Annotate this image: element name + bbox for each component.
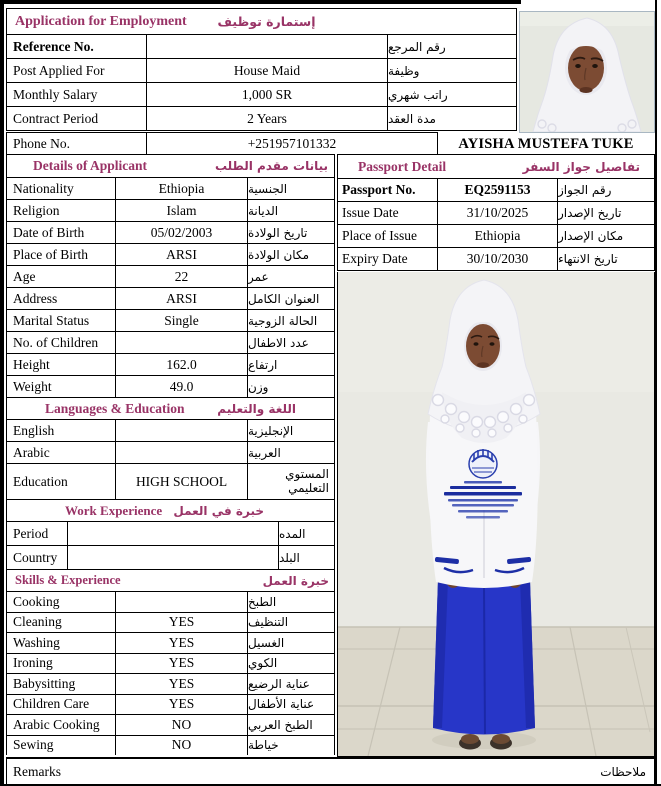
field-value: 1,000 SR bbox=[146, 83, 387, 106]
field-label-arabic: الجنسية bbox=[247, 178, 334, 199]
field-label-arabic: رقم المرجع bbox=[387, 35, 516, 58]
table-row bbox=[7, 694, 334, 715]
table-row bbox=[7, 309, 334, 331]
field-label: Contract Period bbox=[13, 110, 99, 126]
table-row bbox=[7, 521, 334, 545]
applicant-headshot-photo bbox=[519, 11, 655, 133]
field-label-arabic: عدد الاطفال bbox=[247, 332, 334, 353]
applicant-name: AYISHA MUSTEFA TUKE bbox=[458, 136, 634, 152]
field-value bbox=[115, 332, 247, 353]
full-photo-illustration bbox=[338, 272, 654, 756]
top-info-table bbox=[6, 8, 517, 131]
field-label-arabic: وزن bbox=[247, 376, 334, 397]
headshot-illustration bbox=[520, 12, 654, 132]
field-label-arabic: الكوي bbox=[247, 654, 334, 674]
field-label: Washing bbox=[13, 634, 60, 650]
field-label: Passport No. bbox=[342, 182, 416, 197]
field-label: Post Applied For bbox=[13, 62, 105, 78]
field-label: Address bbox=[13, 290, 58, 306]
table-row bbox=[7, 331, 334, 353]
field-label: Height bbox=[13, 356, 50, 372]
field-label: Nationality bbox=[13, 180, 74, 196]
field-label: No. of Children bbox=[13, 334, 99, 350]
table-row bbox=[7, 221, 334, 243]
field-label: Arabic bbox=[13, 444, 50, 460]
field-label: Ironing bbox=[13, 655, 53, 671]
field-value: NO bbox=[115, 715, 247, 735]
field-label-arabic: مكان الإصدار bbox=[557, 225, 654, 247]
field-value: NO bbox=[115, 736, 247, 756]
field-label: Country bbox=[13, 549, 58, 565]
table-row bbox=[7, 591, 334, 612]
table-row bbox=[7, 353, 334, 375]
field-label-arabic: العنوان الكامل bbox=[247, 288, 334, 309]
remarks-label: Remarks bbox=[13, 763, 61, 779]
form-title: Application for Employment bbox=[15, 13, 187, 29]
table-row bbox=[338, 178, 654, 201]
field-label: Children Care bbox=[13, 696, 90, 712]
field-label: Place of Issue bbox=[342, 228, 417, 243]
field-value bbox=[115, 420, 247, 441]
field-label: Religion bbox=[13, 202, 60, 218]
table-row bbox=[7, 612, 334, 633]
field-label-arabic: عناية الأطفال bbox=[247, 695, 334, 715]
field-value: YES bbox=[115, 674, 247, 694]
field-value bbox=[67, 546, 278, 569]
field-value: 22 bbox=[115, 266, 247, 287]
table-row bbox=[7, 673, 334, 694]
field-value bbox=[67, 522, 278, 545]
field-label: Period bbox=[13, 525, 49, 541]
field-value: Ethiopia bbox=[437, 225, 557, 247]
table-row bbox=[338, 201, 654, 224]
field-value: 31/10/2025 bbox=[437, 202, 557, 224]
field-label: Issue Date bbox=[342, 205, 399, 220]
remarks-label-arabic: ملاحظات bbox=[600, 764, 646, 779]
field-label-arabic: رقم الجواز bbox=[557, 179, 654, 201]
field-value: 05/02/2003 bbox=[115, 222, 247, 243]
table-row bbox=[7, 735, 334, 756]
field-label: Expiry Date bbox=[342, 251, 408, 266]
form-title-row bbox=[7, 9, 516, 34]
table-row bbox=[7, 419, 334, 441]
field-label: Reference No. bbox=[13, 38, 94, 54]
section-header: Languages & Education اللغة والتعليم bbox=[7, 397, 334, 419]
table-row bbox=[338, 224, 654, 247]
field-label-arabic: عمر bbox=[247, 266, 334, 287]
field-label: Cleaning bbox=[13, 614, 62, 630]
field-label-arabic: الديانة bbox=[247, 200, 334, 221]
field-label: English bbox=[13, 422, 55, 438]
passport-table bbox=[337, 154, 655, 271]
phone-row bbox=[6, 132, 438, 154]
table-row bbox=[7, 58, 516, 82]
section-header: Skills & Experience خبرة العمل bbox=[7, 569, 334, 591]
frame-top bbox=[0, 0, 521, 4]
field-label: Marital Status bbox=[13, 312, 90, 328]
field-value bbox=[115, 442, 247, 463]
field-value: Single bbox=[115, 310, 247, 331]
field-label: Phone No. bbox=[13, 135, 70, 151]
section-header: Passport Detail تفاصيل جواز السفر bbox=[358, 158, 640, 174]
field-label-arabic: التنظيف bbox=[247, 613, 334, 633]
table-row bbox=[7, 265, 334, 287]
field-label-arabic: مدة العقد bbox=[387, 107, 516, 130]
field-value: YES bbox=[115, 695, 247, 715]
table-row bbox=[7, 106, 516, 130]
field-label-arabic: الحالة الزوجية bbox=[247, 310, 334, 331]
table-row bbox=[7, 34, 516, 58]
details-table bbox=[6, 154, 335, 755]
field-label: Monthly Salary bbox=[13, 86, 98, 102]
field-label-arabic: تاريخ الولادة bbox=[247, 222, 334, 243]
field-label: Cooking bbox=[13, 593, 60, 609]
field-label-arabic: تاريخ الإصدار bbox=[557, 202, 654, 224]
field-label: Age bbox=[13, 268, 36, 284]
field-label-arabic: الإنجليزية bbox=[247, 420, 334, 441]
table-row bbox=[7, 463, 334, 499]
table-row bbox=[7, 653, 334, 674]
field-value: 30/10/2030 bbox=[437, 248, 557, 270]
table-row bbox=[7, 287, 334, 309]
applicant-full-photo bbox=[337, 272, 655, 757]
field-value: +251957101332 bbox=[146, 133, 437, 154]
field-value: YES bbox=[115, 654, 247, 674]
field-label: Date of Birth bbox=[13, 224, 85, 240]
frame-left bbox=[0, 0, 4, 786]
field-label-arabic: الغسيل bbox=[247, 633, 334, 653]
field-value: Ethiopia bbox=[115, 178, 247, 199]
field-label-arabic: مكان الولادة bbox=[247, 244, 334, 265]
field-value: House Maid bbox=[146, 59, 387, 82]
table-row bbox=[7, 199, 334, 221]
table-row bbox=[7, 545, 334, 569]
remarks-row bbox=[6, 757, 655, 784]
field-value: ARSI bbox=[115, 288, 247, 309]
field-label-arabic: المستوي التعليمي bbox=[247, 464, 334, 499]
field-value bbox=[146, 35, 387, 58]
field-label-arabic: العربية bbox=[247, 442, 334, 463]
table-row bbox=[338, 247, 654, 270]
field-value: EQ2591153 bbox=[437, 179, 557, 201]
field-label: Arabic Cooking bbox=[13, 716, 100, 732]
field-label: Education bbox=[13, 473, 68, 489]
section-header: Details of Applicant بيانات مقدم الطلب bbox=[33, 158, 328, 173]
field-value: 49.0 bbox=[115, 376, 247, 397]
field-value: YES bbox=[115, 613, 247, 633]
field-value bbox=[115, 592, 247, 612]
field-label-arabic: عناية الرضيع bbox=[247, 674, 334, 694]
table-row bbox=[7, 714, 334, 735]
field-label: Weight bbox=[13, 378, 52, 394]
section-header: Work Experience خبرة في العمل bbox=[7, 499, 334, 521]
field-value: Islam bbox=[115, 200, 247, 221]
field-label: Sewing bbox=[13, 737, 54, 753]
field-label-arabic: وظيفة bbox=[387, 59, 516, 82]
field-label-arabic: الطبخ العربي bbox=[247, 715, 334, 735]
field-label-arabic: خياطة bbox=[247, 736, 334, 756]
field-label-arabic: الطبخ bbox=[247, 592, 334, 612]
field-value: HIGH SCHOOL bbox=[115, 464, 247, 499]
field-label-arabic: تاريخ الانتهاء bbox=[557, 248, 654, 270]
field-label-arabic: البلد bbox=[278, 546, 334, 569]
frame-right bbox=[655, 0, 657, 786]
field-label-arabic: ارتفاع bbox=[247, 354, 334, 375]
table-row bbox=[7, 82, 516, 106]
field-label: Place of Birth bbox=[13, 246, 88, 262]
blue-skirt bbox=[433, 580, 535, 735]
field-label: Babysitting bbox=[13, 675, 76, 691]
table-row bbox=[7, 243, 334, 265]
field-label-arabic: المده bbox=[278, 522, 334, 545]
field-value: 162.0 bbox=[115, 354, 247, 375]
form-title-arabic: إستمارة توظيف bbox=[217, 14, 316, 29]
field-label-arabic: راتب شهري bbox=[387, 83, 516, 106]
field-value: ARSI bbox=[115, 244, 247, 265]
table-row bbox=[7, 632, 334, 653]
field-value: 2 Years bbox=[146, 107, 387, 130]
table-row bbox=[7, 177, 334, 199]
table-row bbox=[7, 441, 334, 463]
field-value: YES bbox=[115, 633, 247, 653]
table-row bbox=[7, 375, 334, 397]
